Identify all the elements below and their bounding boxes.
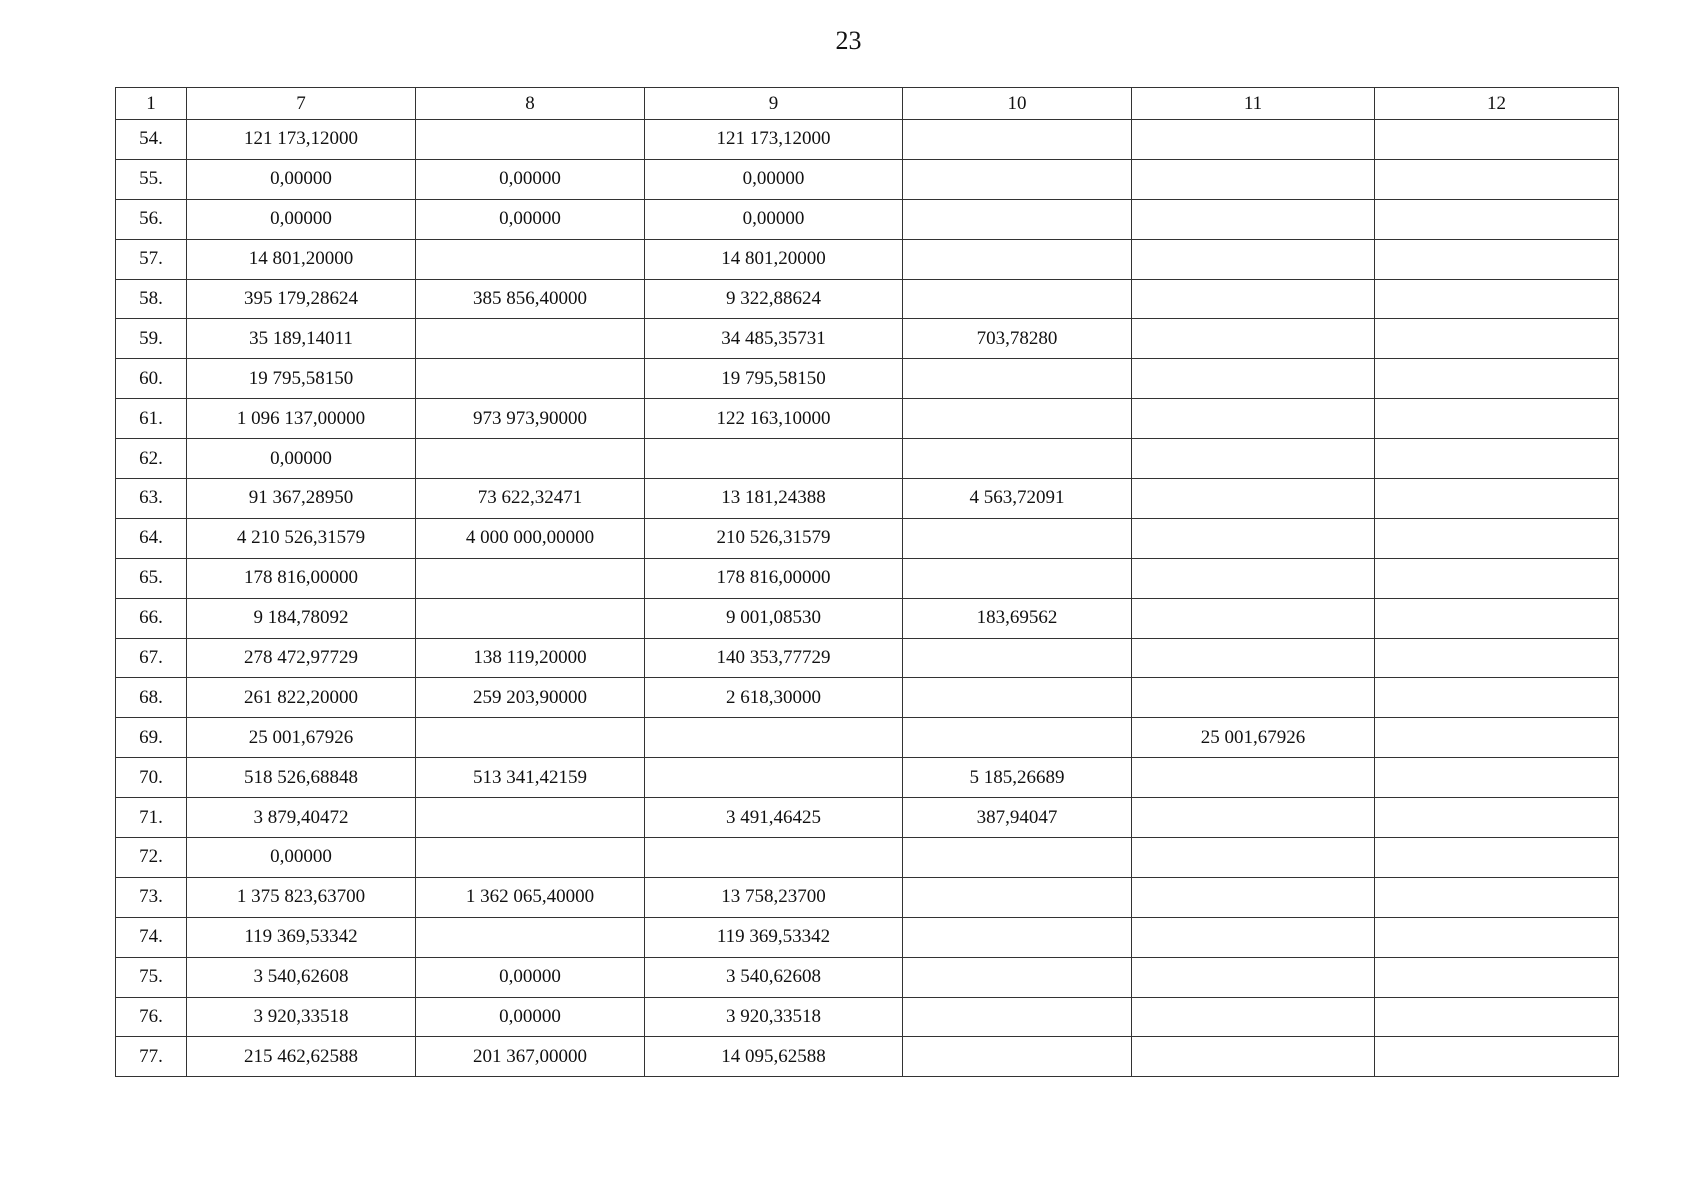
table-cell	[416, 917, 645, 957]
table-cell	[1132, 758, 1375, 798]
table-cell	[1132, 159, 1375, 199]
row-number-cell: 77.	[116, 1037, 187, 1077]
table-cell: 14 801,20000	[187, 239, 416, 279]
table-cell: 1 362 065,40000	[416, 877, 645, 917]
table-cell: 183,69562	[903, 598, 1132, 638]
table-row	[116, 439, 1619, 479]
table-cell	[416, 120, 645, 160]
table-row	[116, 359, 1619, 399]
table-cell: 201 367,00000	[416, 1037, 645, 1077]
table-cell	[1375, 399, 1619, 439]
row-number-cell: 63.	[116, 479, 187, 519]
table-cell: 91 367,28950	[187, 479, 416, 519]
table-cell	[1375, 838, 1619, 878]
table-cell: 215 462,62588	[187, 1037, 416, 1077]
row-number-cell: 71.	[116, 798, 187, 838]
table-row	[116, 518, 1619, 558]
table-cell	[1375, 598, 1619, 638]
table-body	[116, 120, 1619, 1077]
table-row	[116, 159, 1619, 199]
table-row	[116, 199, 1619, 239]
table-cell	[1375, 239, 1619, 279]
row-number-cell: 54.	[116, 120, 187, 160]
column-header: 7	[187, 88, 416, 120]
table-cell: 13 181,24388	[645, 479, 903, 519]
table-cell: 1 375 823,63700	[187, 877, 416, 917]
column-header: 12	[1375, 88, 1619, 120]
table-cell: 14 801,20000	[645, 239, 903, 279]
table-row	[116, 120, 1619, 160]
row-number-cell: 69.	[116, 718, 187, 758]
table-row	[116, 558, 1619, 598]
table-cell: 259 203,90000	[416, 678, 645, 718]
table-cell	[416, 239, 645, 279]
row-number-cell: 72.	[116, 838, 187, 878]
table-cell	[1132, 1037, 1375, 1077]
table-cell: 3 540,62608	[645, 957, 903, 997]
table-cell: 261 822,20000	[187, 678, 416, 718]
table-cell	[903, 917, 1132, 957]
table-cell: 119 369,53342	[187, 917, 416, 957]
header-row	[116, 88, 1619, 120]
table-cell: 140 353,77729	[645, 638, 903, 678]
table-cell	[1132, 518, 1375, 558]
table-cell	[903, 439, 1132, 479]
table-cell	[903, 838, 1132, 878]
table-row	[116, 877, 1619, 917]
table-row	[116, 279, 1619, 319]
table-row	[116, 957, 1619, 997]
row-number-cell: 67.	[116, 638, 187, 678]
table-cell	[416, 439, 645, 479]
table-header	[116, 88, 1619, 120]
table-cell: 385 856,40000	[416, 279, 645, 319]
table-cell	[1132, 359, 1375, 399]
table-cell	[1132, 319, 1375, 359]
table-cell	[1132, 957, 1375, 997]
table-cell: 0,00000	[416, 997, 645, 1037]
table-cell: 518 526,68848	[187, 758, 416, 798]
table-cell: 138 119,20000	[416, 638, 645, 678]
table-cell	[1375, 997, 1619, 1037]
table-cell	[1375, 558, 1619, 598]
table-cell	[416, 598, 645, 638]
table-cell	[416, 359, 645, 399]
table-cell	[1132, 239, 1375, 279]
table-row	[116, 239, 1619, 279]
table-cell	[645, 838, 903, 878]
column-header: 8	[416, 88, 645, 120]
table-cell	[1375, 319, 1619, 359]
table-cell: 0,00000	[416, 199, 645, 239]
table-cell	[1132, 638, 1375, 678]
row-number-cell: 64.	[116, 518, 187, 558]
table-cell	[903, 997, 1132, 1037]
table-cell	[1375, 638, 1619, 678]
data-table	[115, 87, 1619, 1077]
table-cell: 34 485,35731	[645, 319, 903, 359]
table-cell: 0,00000	[187, 159, 416, 199]
table-cell	[903, 957, 1132, 997]
row-number-cell: 76.	[116, 997, 187, 1037]
table-cell: 13 758,23700	[645, 877, 903, 917]
table-cell: 5 185,26689	[903, 758, 1132, 798]
table-cell: 0,00000	[416, 957, 645, 997]
table-cell: 0,00000	[416, 159, 645, 199]
table-cell: 4 000 000,00000	[416, 518, 645, 558]
table-cell	[645, 758, 903, 798]
table-cell: 395 179,28624	[187, 279, 416, 319]
table-cell: 3 491,46425	[645, 798, 903, 838]
table-cell	[416, 718, 645, 758]
column-header: 9	[645, 88, 903, 120]
table-cell	[903, 399, 1132, 439]
table-cell: 2 618,30000	[645, 678, 903, 718]
table-cell: 9 001,08530	[645, 598, 903, 638]
table-cell	[1375, 877, 1619, 917]
table-row	[116, 678, 1619, 718]
table-cell: 0,00000	[645, 159, 903, 199]
table-cell: 25 001,67926	[1132, 718, 1375, 758]
table-cell	[1375, 518, 1619, 558]
row-number-cell: 59.	[116, 319, 187, 359]
table-cell: 703,78280	[903, 319, 1132, 359]
table-cell	[1132, 678, 1375, 718]
table-cell	[1132, 838, 1375, 878]
table-cell	[1132, 917, 1375, 957]
table-cell: 0,00000	[645, 199, 903, 239]
row-number-cell: 74.	[116, 917, 187, 957]
table-cell	[1375, 678, 1619, 718]
table-cell: 210 526,31579	[645, 518, 903, 558]
table-cell: 35 189,14011	[187, 319, 416, 359]
row-number-cell: 68.	[116, 678, 187, 718]
table-cell: 3 879,40472	[187, 798, 416, 838]
table-row	[116, 319, 1619, 359]
page-number: 23	[835, 26, 862, 55]
row-number-cell: 58.	[116, 279, 187, 319]
table-cell: 73 622,32471	[416, 479, 645, 519]
table-row	[116, 1037, 1619, 1077]
table-cell: 119 369,53342	[645, 917, 903, 957]
table-cell	[903, 558, 1132, 598]
table-cell	[1375, 479, 1619, 519]
row-number-cell: 73.	[116, 877, 187, 917]
table-cell: 3 920,33518	[645, 997, 903, 1037]
table-cell	[1375, 359, 1619, 399]
table-cell	[903, 159, 1132, 199]
row-number-cell: 55.	[116, 159, 187, 199]
table-cell	[903, 199, 1132, 239]
row-number-cell: 56.	[116, 199, 187, 239]
table-cell: 178 816,00000	[645, 558, 903, 598]
table-row	[116, 598, 1619, 638]
table-cell	[903, 1037, 1132, 1077]
table-cell	[1132, 997, 1375, 1037]
table-cell: 387,94047	[903, 798, 1132, 838]
table-cell: 0,00000	[187, 439, 416, 479]
table-row	[116, 838, 1619, 878]
table-cell	[1375, 1037, 1619, 1077]
row-number-cell: 60.	[116, 359, 187, 399]
table-cell	[903, 279, 1132, 319]
table-cell	[1132, 877, 1375, 917]
table-row	[116, 718, 1619, 758]
column-header: 10	[903, 88, 1132, 120]
table-cell: 4 210 526,31579	[187, 518, 416, 558]
table-cell: 4 563,72091	[903, 479, 1132, 519]
table-cell	[903, 877, 1132, 917]
table-cell	[1132, 199, 1375, 239]
table-cell	[1375, 199, 1619, 239]
table-cell: 122 163,10000	[645, 399, 903, 439]
table-row	[116, 997, 1619, 1037]
table-cell	[416, 558, 645, 598]
table-cell: 25 001,67926	[187, 718, 416, 758]
row-number-cell: 75.	[116, 957, 187, 997]
table-cell	[645, 718, 903, 758]
table-row	[116, 917, 1619, 957]
table-cell	[1132, 479, 1375, 519]
table-cell	[903, 638, 1132, 678]
table-cell	[1375, 758, 1619, 798]
table-cell: 0,00000	[187, 199, 416, 239]
table-cell	[1132, 558, 1375, 598]
table-cell: 19 795,58150	[645, 359, 903, 399]
table-cell	[903, 359, 1132, 399]
table-row	[116, 479, 1619, 519]
row-number-cell: 57.	[116, 239, 187, 279]
table-cell	[416, 838, 645, 878]
table-cell: 1 096 137,00000	[187, 399, 416, 439]
table-cell: 14 095,62588	[645, 1037, 903, 1077]
table-cell	[903, 678, 1132, 718]
row-number-cell: 62.	[116, 439, 187, 479]
table-cell	[1375, 159, 1619, 199]
table-cell	[1132, 798, 1375, 838]
table-row	[116, 638, 1619, 678]
table-cell: 9 184,78092	[187, 598, 416, 638]
table-cell: 9 322,88624	[645, 279, 903, 319]
table-cell: 3 920,33518	[187, 997, 416, 1037]
table-cell: 178 816,00000	[187, 558, 416, 598]
column-header: 1	[116, 88, 187, 120]
table-cell	[1132, 439, 1375, 479]
table-cell	[416, 319, 645, 359]
row-number-cell: 61.	[116, 399, 187, 439]
table-row	[116, 798, 1619, 838]
table-cell: 973 973,90000	[416, 399, 645, 439]
table-cell	[1375, 120, 1619, 160]
table-cell	[1132, 279, 1375, 319]
table-cell	[1375, 718, 1619, 758]
table-cell: 513 341,42159	[416, 758, 645, 798]
table-cell	[903, 120, 1132, 160]
table-cell: 121 173,12000	[645, 120, 903, 160]
table-cell: 3 540,62608	[187, 957, 416, 997]
row-number-cell: 65.	[116, 558, 187, 598]
table-cell	[645, 439, 903, 479]
table-cell	[1375, 279, 1619, 319]
table-cell	[1132, 399, 1375, 439]
column-header: 11	[1132, 88, 1375, 120]
table-cell	[1375, 439, 1619, 479]
table-row	[116, 399, 1619, 439]
table-cell: 0,00000	[187, 838, 416, 878]
table-row	[116, 758, 1619, 798]
table-cell: 19 795,58150	[187, 359, 416, 399]
table-cell	[1132, 598, 1375, 638]
table-cell	[1375, 798, 1619, 838]
table-cell	[903, 718, 1132, 758]
table-cell	[903, 239, 1132, 279]
table-cell: 278 472,97729	[187, 638, 416, 678]
table-cell	[903, 518, 1132, 558]
table-cell	[1375, 957, 1619, 997]
row-number-cell: 70.	[116, 758, 187, 798]
table-cell	[1132, 120, 1375, 160]
table-cell	[1375, 917, 1619, 957]
table-cell: 121 173,12000	[187, 120, 416, 160]
row-number-cell: 66.	[116, 598, 187, 638]
table-cell	[416, 798, 645, 838]
